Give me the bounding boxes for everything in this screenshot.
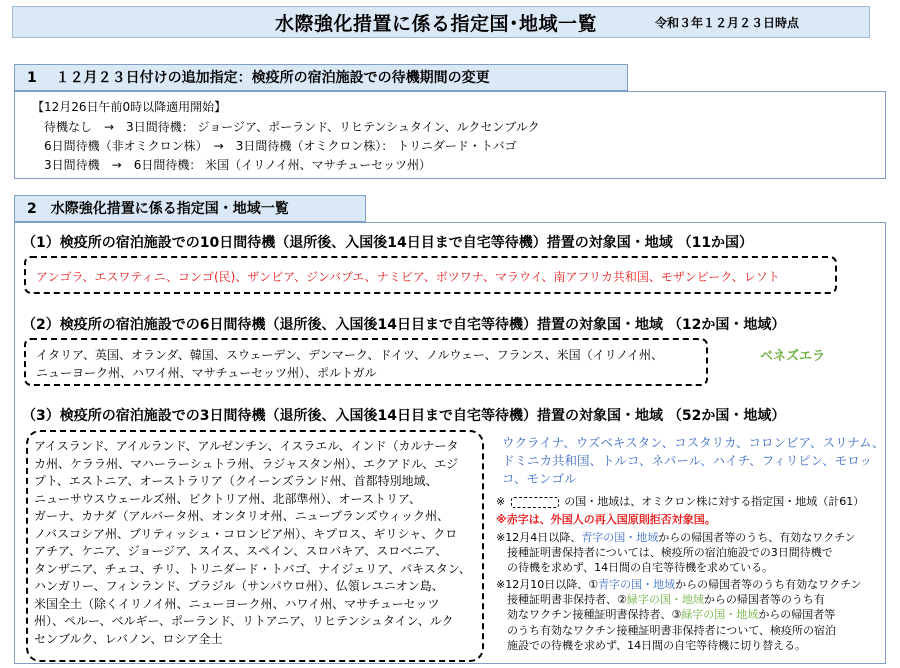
note4: ※12月10日以降、①青字の国・地域からの帰国者等のうち有効なワクチン 接種証明書非保持者、②緑字の国・地域からの帰国者等のうち有 効なワクチン接種証明書保持者、③緑字の国・地域からの帰国者等 のうち有効なワクチン接種証明書非保持者について、検疫所の宿泊 施設での待機を求めず、14日間の自宅等待機に切り替える。	[496, 578, 862, 652]
sub2-countries-line2: ニューヨーク州、ハワイ州、マサチューセッツ州）、ポルトガル	[36, 366, 377, 380]
sub3-countries	[34, 438, 471, 648]
sub3-title: （3）検疫所の宿泊施設での3日間待機（退所後、入国後14日目まで自宅等待機）措置の対象国・地域 （52か国・地域）	[22, 408, 786, 424]
section2-heading: 2 水際強化措置に係る指定国・地域一覧	[14, 195, 366, 222]
sub3-line: ニューサウスウェールズ州、ビクトリア州、北部準州）、オーストリア、	[34, 491, 422, 506]
sub3-line: アイスランド、アイルランド、アルゼンチン、イスラエル、インド（カルナータ	[34, 439, 459, 453]
sub2-green-country: ベネズエラ	[760, 349, 826, 364]
sub3-blue-countries	[502, 434, 885, 488]
section1-bracket: 【12月26日午前0時以降適用開始】	[32, 100, 227, 114]
sub3-blue-line: ウクライナ、ウズベキスタン、コスタリカ、コロンビア、スリナム、	[502, 435, 885, 450]
sub1-title: （1）検疫所の宿泊施設での10日間待機（退所後、入国後14日目まで自宅等待機）措置の対象国・地域 （11か国）	[22, 235, 754, 251]
sub3-line: カ州、ケララ州、マハーラーシュトラ州、ラジャスタン州）、エクアドル、エジ	[34, 456, 459, 471]
sub3-blue-line: コ、モンゴル	[502, 471, 577, 486]
sub3-line: ガーナ、カナダ（アルバータ州、オンタリオ州、ニューブランズウィック州、	[34, 509, 449, 523]
page-title: 水際強化措置に係る指定国･地域一覧	[275, 13, 598, 35]
sub3-line: センブルク、レバノン、ロシア全土	[34, 631, 223, 646]
note1: ※ の国・地域は、オミクロン株に対する指定国・地域（計61）	[496, 495, 865, 508]
page-date: 令和３年１２月２３日時点	[655, 16, 800, 30]
section1-line: 3日間待機 → 6日間待機： 米国（イリノイ州、マサチューセッツ州）	[44, 158, 431, 172]
sub3-line: タンザニア、チェコ、チリ、トリニダード・トバゴ、ナイジェリア、パキスタン、	[34, 561, 471, 576]
dashed-legend-swatch	[511, 497, 559, 508]
sub3-line: ハンガリー、フィンランド、ブラジル（サンパウロ州）、仏領レユニオン島、	[34, 579, 444, 593]
section1-heading: 1 １２月２３日付けの追加指定：検疫所の宿泊施設での待機期間の変更	[14, 64, 628, 91]
sub3-line: 米国全土（除くイリノイ州、ニューヨーク州、ハワイ州、マサチューセッツ	[34, 596, 440, 611]
sub3-line: 州）、ペルー、ベルギー、ポーランド、リトアニア、リヒテンシュタイン、ルク	[34, 614, 454, 628]
section1-line: 待機なし → 3日間待機： ジョージア、ポーランド、リヒテンシュタイン、ルクセンブルク	[44, 120, 540, 134]
sub3-blue-line: ドミニカ共和国、トルコ、ネパール、ハイチ、フィリピン、モロッ	[502, 453, 873, 468]
sub3-line: プト、エストニア、オーストラリア（クイーンズランド州、首都特別地域、	[34, 474, 438, 488]
sub2-title: （2）検疫所の宿泊施設での6日間待機（退所後、入国後14日目まで自宅等待機）措置の対象国・地域 （12か国・地域）	[22, 317, 786, 333]
note3: ※12月4日以降、青字の国・地域からの帰国者等のうち、有効なワクチン 接種証明書保持者については、検疫所の宿泊施設での3日間待機で の待機を求めず、14日間の自宅等待機を求めている。	[496, 531, 856, 575]
sub2-countries-line1: イタリア、英国、オランダ、韓国、スウェーデン、デンマーク、ドイツ、ノルウェー、フランス、米国（イリノイ州、	[36, 348, 664, 362]
sub1-countries: アンゴラ、エスワティニ、コンゴ(民)、ザンビア、ジンバブエ、ナミビア、ボツワナ、マラウイ、南アフリカ共和国、モザンビーク、レソト	[36, 270, 780, 284]
note2: ※赤字は、外国人の再入国原則拒否対象国。	[496, 513, 716, 526]
section1-line: 6日間待機（非オミクロン株） → 3日間待機（オミクロン株）： トリニダード・トバゴ	[44, 139, 517, 153]
sub3-line: アチア、ケニア、ジョージア、スイス、スペイン、スロバキア、スロベニア、	[34, 544, 448, 558]
sub3-line: ノバスコシア州、ブリティッシュ・コロンビア州）、キプロス、ギリシャ、クロ	[34, 526, 458, 541]
